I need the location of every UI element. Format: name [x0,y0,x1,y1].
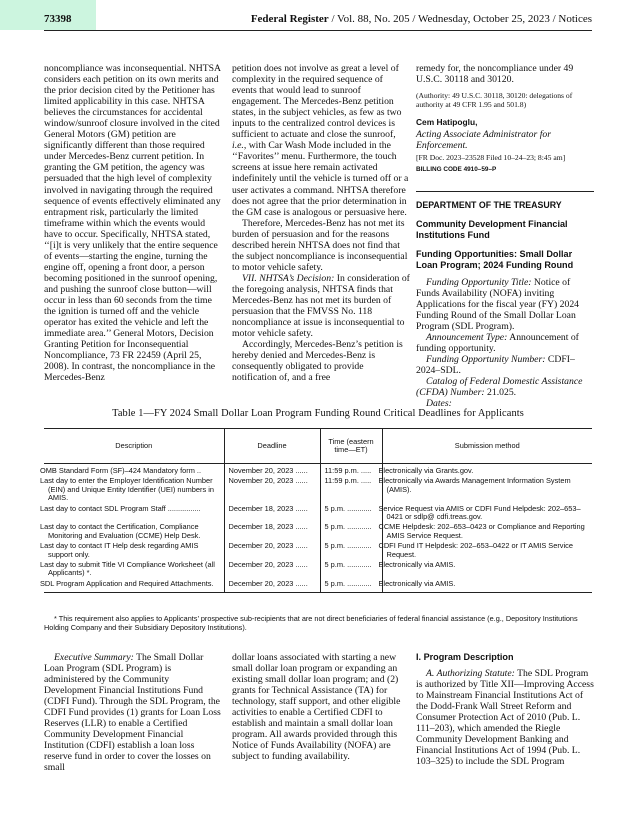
statute-label: A. Authorizing Statute: [426,668,515,680]
fon-text: CDFI–2024–SDL. [416,354,575,377]
row-method: CCME Helpdesk: 202–653–0423 or Compliance and Reporting AMIS Service Request. [382,523,592,542]
fon-label: Funding Opportunity Number: [426,354,546,366]
row-method: Electronically via Grants.gov. [382,464,592,478]
authority-note: (Authority: 49 U.S.C. 30118, 30120: delegations of authority at 49 CFR 1.95 and 501.8) [416,91,573,110]
col2-paragraph-1 [232,63,410,218]
row-deadline: December 20, 2023 ...... [224,580,320,593]
row-time: 5 p.m. ............ [320,523,382,542]
table-row [44,523,592,542]
exec-summary-label: Executive Summary: [54,652,134,663]
table-row [44,464,592,478]
column-3 [416,63,594,409]
row-method: Electronically via AMIS. [382,561,592,580]
page-header [44,8,592,31]
cfda-text: 21.025. [484,387,517,399]
decision-heading: VII. NHTSA’s Decision: [242,272,335,284]
bottom-column-2 [232,652,410,762]
row-time: 5 p.m. ............ [320,542,382,561]
col2-paragraph-3 [232,273,410,339]
row-deadline: December 18, 2023 ...... [224,505,320,524]
executive-summary [44,652,222,774]
decision-text: In consideration of the foregoing analysis, NHTSA finds that Mercedes-Benz has not met its burden of persuasion that the FMVSS No. 118 noncompliance at issue is inconsequential to motor vehicle safety. [232,272,410,340]
row-time: 11:59 p.m. ..... [320,464,382,478]
fot-text: Notice of Funds Availability (NOFA) inviting Applications for the fiscal year (FY) 2024 Funding Round of the Small Dollar Loan Program (SDL Program). [416,276,580,333]
billing-code: BILLING CODE 4910–59–P [416,165,497,173]
fr-doc-line: [FR Doc. 2023–23528 Filed 10–24–23; 8:45 am] [416,152,566,162]
row-description: Last day to contact the Certification, Compliance Monitoring and Evaluation (CCME) Help Desk. [40,522,201,540]
section-divider [416,191,594,192]
col-header-method: Submission method [382,429,592,464]
bottom-column-1 [44,652,222,774]
funding-opportunity-number [416,354,594,376]
table-row [44,542,592,561]
row-deadline: December 18, 2023 ...... [224,523,320,542]
statute-text: The SDL Program is authorized by Title XII—Improving Access to Mainstream Financial Institutions Act of the Dodd-Frank Wall Street Reform and Consumer Protection Act of 2010 (Pub. L. 111–203), which amended the Riegle Community Development Banking and Financial Institutions Act of 1994 (Pub. L. 103–325) to include the SDL Program [416,668,594,768]
row-time: 5 p.m. ............ [320,580,382,593]
deadlines-table [40,428,592,593]
row-deadline: December 20, 2023 ...... [224,561,320,580]
table-footnote: * This requirement also applies to Applicants’ prospective sub-recipients that are not direct beneficiaries of federal financial assistance (e.g., Depository Institutions Holding Company and their Subsidiary Depository Institutions). [44,614,578,632]
row-description: Last day to contact SDL Program Staff ................ [40,503,201,513]
col2-p1-ie: i.e. [232,140,244,152]
col2-p1-text-b: , with Car Wash Mode included in the ‘‘Favorites’’ menu. Furthermore, the touch screens at issue here remain activated indefinitely until the vehicle is turned off or a user activates a command. NHTSA therefore does not agree that the prior determination in the GM case is analogous or persuasive here. [232,140,409,218]
at-text: Announcement of funding opportunity. [416,332,579,355]
program-description-heading: I. Program Description [416,652,514,662]
exec-summary-text: The Small Dollar Loan Program (SDL Program) is administered by the Community Development Financial Institutions Fund (CDFI Fund). Through the SDL Program, the CDFI Fund provides (1) grants for Loan Loss Reserves (LLR) to enable a Certified Community Development Financial Institution (CDFI) establish a loan loss reserve fund in order to cover the losses on small [44,652,221,774]
at-label: Announcement Type: [426,332,508,344]
row-time: 5 p.m. ............ [320,561,382,580]
table-header-row [44,429,592,464]
row-description: Last day to contact IT Help desk regarding AMIS support only. [40,541,199,559]
funding-opportunity-title [416,277,594,332]
col-header-time: Time (eastern time—ET) [320,429,382,464]
row-method: Electronically via AMIS. [382,580,592,593]
row-deadline: November 20, 2023 ...... [224,464,320,478]
dates-label-text: Dates: [426,398,452,410]
issue-details: / Vol. 88, No. 205 / Wednesday, October 25, 2023 / Notices [328,13,592,25]
running-head [251,10,592,28]
row-description: Last day to submit Title VI Compliance Worksheet (all Applicants) *. [40,560,215,578]
col3-paragraph-1: remedy for, the noncompliance under 49 U.S.C. 30118 and 30120. [416,63,574,86]
col2-paragraph-2: Therefore, Mercedes-Benz has not met its burden of persuasion and for the reasons described herein NHTSA does not find that the subject noncompliance is inconsequential to motor vehicle safety. [232,217,408,273]
bottom-col2-paragraph: dollar loans associated with starting a new small dollar loan program or expanding an existing small dollar loan program; and (2) grants for Technical Assistance (TA) for technology, staff support, and other eligible activities to enable a Certified CDFI to establish and maintain a small dollar loan program. All awards provided through this Notice of Funds Availability (NOFA) are subject to funding availability. [232,652,401,763]
authorizing-statute [416,668,594,767]
notice-subject: Funding Opportunities: Small Dollar Loan Program; 2024 Funding Round [416,248,574,270]
row-description: OMB Standard Form (SF)–424 Mandatory form .. [40,466,202,475]
row-method: CDFI Fund IT Helpdesk: 202–653–0422 or IT AMIS Service Request. [382,542,592,561]
row-deadline: December 20, 2023 ...... [224,542,320,561]
row-deadline: November 20, 2023 ...... [224,477,320,504]
row-description: Last day to enter the Employer Identification Number (EIN) and Unique Entity Identifier (UEI) numbers in AMIS. [40,476,214,503]
table-row [44,561,592,580]
table-title: Table 1—FY 2024 Small Dollar Loan Program Funding Round Critical Deadlines for Applicants [112,408,524,419]
fot-label: Funding Opportunity Title: [426,276,532,288]
col2-p1-text-a: petition does not involve as great a level of complexity in the required sequence of events that would lead to sunroof engagement. The Mercedes-Benz petition states, in the subject vehicles, as few as two inputs to the centralized control devices is sufficient to actuate and close the sunroof, [232,63,402,141]
row-method: Electronically via Awards Management Information System (AMIS). [382,477,592,504]
row-time: 5 p.m. ............ [320,505,382,524]
column-2 [232,63,410,383]
cfda-number [416,376,594,398]
col2-paragraph-4: Accordingly, Mercedes-Benz’s petition is hereby denied and Mercedes-Benz is consequently obligated to provide notification of, and a free [232,339,403,384]
signer-name: Cem Hatipoglu, [416,116,478,127]
row-method: Service Request via AMIS or CDFI Fund Helpdesk: 202–653–0421 or sdlp@ cdfi.treas.gov. [382,505,592,524]
table-row [44,505,592,524]
page-number: 73398 [44,13,72,25]
announcement-type [416,332,594,354]
agency-heading: Community Development Financial Institutions Fund [416,218,568,240]
cfda-label: Catalog of Federal Domestic Assistance (CFDA) Number: [416,376,583,399]
table-row [44,477,592,504]
bottom-column-3 [416,652,594,767]
signer-title: Acting Associate Administrator for Enforcement. [416,128,552,151]
col-header-deadline: Deadline [224,429,320,464]
department-heading: DEPARTMENT OF THE TREASURY [416,199,562,210]
publication-name: Federal Register [250,13,329,25]
row-time: 11:59 p.m. ..... [320,477,382,504]
col-header-description: Description [44,429,224,464]
column-1 [44,63,222,383]
col1-paragraph: noncompliance was inconsequential. NHTSA considers each petition on its own merits and the prior decision cited by the Petitioner has limited applicability in this case. NHTSA believes the circumstances for accidental window/sunroof closure involved in the cited General Motors (GM) petition are significantly different than those required under Mercedes-Benz current petition. In granting the GM petition, the agency was persuaded that the high level of complexity involved in navigating through the required sequence of events effectively eliminated any entrapment risk, particularly the limited timeframe within which the events would have to occur. Specifically, NHTSA stated, ‘‘[i]t is very unlikely that the entire sequence of events—starting the engine, turning the engine off, opening a front door, a person becoming positioned in the sunroof opening, and pushing the sunroof close button—will occur in less than 60 seconds from the time the ignition is turned off and the vehicle operator has exited the vehicle and left the immediate area.’’ General Motors, Decision Granting Petition for Inconsequential Noncompliance, 73 FR 22459 (April 25, 2008). In contrast, the noncompliance in the Mercedes-Benz [44,63,221,384]
table-row [44,580,592,593]
row-description: SDL Program Application and Required Attachments. [44,580,224,593]
